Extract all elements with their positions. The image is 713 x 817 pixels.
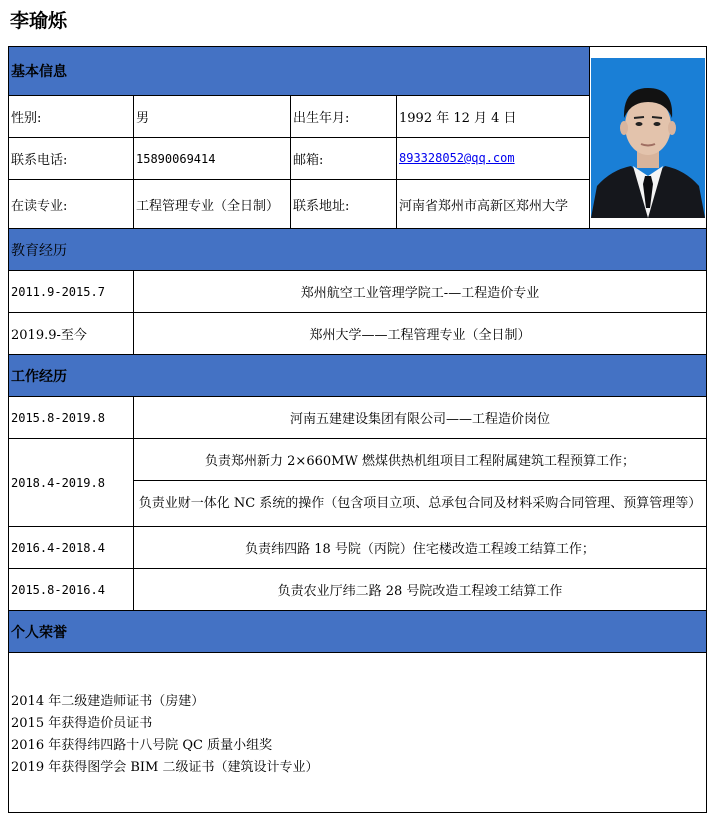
honor-item: 2014 年二级建造师证书（房建） xyxy=(11,694,205,709)
address-label: 联系地址: xyxy=(291,180,397,229)
gender-value: 男 xyxy=(134,96,291,138)
email-label: 邮箱: xyxy=(291,138,397,180)
phone-label: 联系电话: xyxy=(9,138,134,180)
work-detail: 河南五建建设集团有限公司——工程造价岗位 xyxy=(134,397,707,439)
work-period: 2015.8-2019.8 xyxy=(9,397,134,439)
work-period: 2016.4-2018.4 xyxy=(9,527,134,569)
section-header-honors: 个人荣誉 xyxy=(9,611,707,653)
education-period: 2011.9-2015.7 xyxy=(9,271,134,313)
email-cell xyxy=(397,138,590,180)
email-link[interactable]: 893328052@qq.com xyxy=(399,151,515,165)
section-header-work: 工作经历 xyxy=(9,355,707,397)
work-detail: 负责郑州新力 2×660MW 燃煤供热机组项目工程附属建筑工程预算工作； xyxy=(134,439,707,481)
education-period: 2019.9-至今 xyxy=(9,313,134,355)
honor-item: 2016 年获得纬四路十八号院 QC 质量小组奖 xyxy=(11,738,273,753)
gender-label: 性别: xyxy=(9,96,134,138)
address-value: 河南省郑州市高新区郑州大学 xyxy=(397,180,590,229)
work-detail: 负责农业厅纬二路 28 号院改造工程竣工结算工作 xyxy=(134,569,707,611)
education-detail: 郑州航空工业管理学院工-—工程造价专业 xyxy=(134,271,707,313)
photo-cell xyxy=(590,47,707,229)
honor-item: 2015 年获得造价员证书 xyxy=(11,716,153,731)
section-header-education: 教育经历 xyxy=(9,229,707,271)
profile-photo xyxy=(591,58,705,218)
work-detail: 负责纬四路 18 号院（丙院）住宅楼改造工程竣工结算工作； xyxy=(134,527,707,569)
phone-value: 15890069414 xyxy=(134,138,291,180)
work-period: 2015.8-2016.4 xyxy=(9,569,134,611)
birth-value: 1992 年 12 月 4 日 xyxy=(397,96,590,138)
major-value: 工程管理专业（全日制） xyxy=(134,180,291,229)
work-detail: 负责业财一体化 NC 系统的操作（包含项目立项、总承包合同及材料采购合同管理、预算管理等） xyxy=(134,481,707,527)
resume-name: 李瑜烁 xyxy=(10,10,68,32)
honor-item: 2019 年获得图学会 BIM 二级证书（建筑设计专业） xyxy=(11,760,319,775)
education-detail: 郑州大学——工程管理专业（全日制） xyxy=(134,313,707,355)
resume-table xyxy=(8,46,707,813)
birth-label: 出生年月: xyxy=(291,96,397,138)
work-period: 2018.4-2019.8 xyxy=(9,439,134,527)
major-label: 在读专业: xyxy=(9,180,134,229)
section-header-basic: 基本信息 xyxy=(9,47,590,96)
honors-list xyxy=(9,653,707,813)
